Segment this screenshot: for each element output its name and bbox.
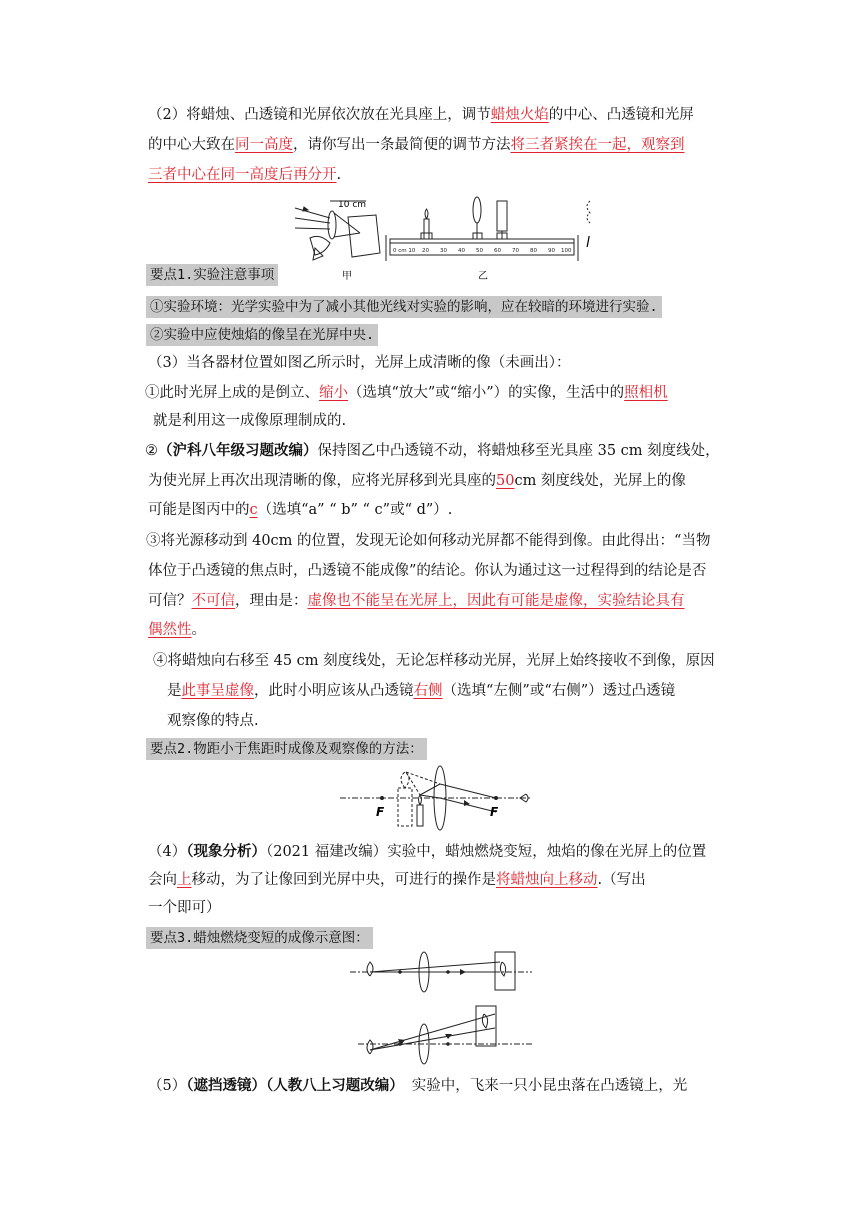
focus-label-right: F: [490, 805, 499, 819]
q2-text: ，请你写出一条最简便的调节方法: [293, 137, 511, 153]
q2-text: 的中心大致在: [148, 137, 235, 153]
svg-text:80: 80: [530, 248, 537, 254]
svg-text:0 cm 10: 0 cm 10: [393, 248, 416, 254]
q5-text: 实验中，飞来一只小昆虫落在凸透镜上，光: [411, 1078, 688, 1094]
q3-s4-line-1: ④将蜡烛向右移至 45 cm 刻度线处，无论怎样移动光屏，光屏上始终接收不到像，原因: [153, 653, 715, 669]
focus-label-left: F: [376, 805, 385, 819]
q3-s4-answer-2: 右侧: [413, 683, 443, 699]
svg-text:90: 90: [548, 248, 555, 254]
q3-intro: （3）当各器材位置如图乙所示时，光屏上成清晰的像（未画出）：: [148, 355, 571, 371]
point3-title: 要点3.蜡烛燃烧变短的成像示意图：: [146, 927, 373, 949]
q3-text: 。: [191, 622, 206, 638]
q2-answer-1: 蜡烛火焰: [490, 107, 549, 123]
figure-short-candle: [340, 950, 540, 1066]
q3-s3-answer-1: 不可信: [191, 593, 235, 609]
q2-line-2: [148, 135, 685, 155]
q3-text: ，理由是：: [235, 593, 308, 609]
q2-line-3: [148, 165, 341, 185]
q4-text: 会向: [148, 872, 177, 888]
svg-text:30: 30: [440, 248, 447, 254]
q3-s2-line-3: [148, 500, 452, 520]
q3-text: 是: [167, 683, 182, 699]
figure-l-label: l: [586, 235, 590, 251]
q5-line-1: [148, 1076, 687, 1096]
q3-text: ，此时小明应该从凸透镜: [254, 683, 414, 699]
q3-s4-line-3: 观察像的特点.: [167, 713, 259, 729]
svg-text:40: 40: [458, 248, 465, 254]
q3-s4-answer-1: 此事呈虚像: [181, 683, 254, 699]
figure-jia-yi: [290, 193, 610, 283]
q3-s2-line-2: [148, 471, 686, 491]
figure-virtual-image: [340, 760, 540, 832]
q3-text: ①此时光屏上成的是倒立、: [145, 385, 319, 401]
q2-text: 的中心、凸透镜和光屏: [548, 107, 694, 123]
q3-text: （选填“放大”或“缩小”）的实像，生活中的: [348, 385, 625, 401]
q2-answer-3-cont: 三者中心在同一高度后再分开: [148, 167, 337, 183]
point2-title: 要点2.物距小于焦距时成像及观察像的方法：: [146, 738, 427, 760]
point1-title: 要点1.实验注意事项: [146, 264, 278, 286]
q3-text: 保持图乙中凸透镜不动，将蜡烛移至光具座 35 cm 刻度线处，: [317, 443, 720, 459]
q3-text: （选填“左侧”或“右侧”）透过凸透镜: [442, 683, 676, 699]
q3-s3-line-2: 体位于凸透镜的焦点时，凸透镜不能成像”的结论。你认为通过这一过程得到的结论是否: [148, 563, 707, 579]
point1-item-1: ①实验环境：光学实验中为了减小其他光线对实验的影响，应在较暗的环境进行实验.: [146, 296, 662, 318]
svg-text:70: 70: [512, 248, 519, 254]
q3-s1-line-1: [145, 383, 668, 403]
q4-source: （现象分析）: [186, 843, 266, 860]
q3-s3-answer-2: 虚像也不能呈在光屏上，因此有可能是虚像，实验结论具有: [307, 593, 685, 609]
q3-s1-answer-2: 照相机: [624, 385, 668, 401]
q3-text: ②: [145, 443, 158, 459]
q3-s1-answer-1: 缩小: [319, 385, 348, 401]
q3-text: 可信？: [148, 593, 192, 609]
focus-point-left: [380, 796, 384, 800]
focus-point-right: [494, 796, 498, 800]
svg-text:60: 60: [494, 248, 501, 254]
q5-source-2: （人教八上习题改编）: [265, 1077, 404, 1094]
svg-text:100: 100: [561, 248, 572, 254]
q3-s4-line-2: [167, 681, 675, 701]
q2-text: .: [336, 167, 342, 183]
figure-yi-label: 乙: [478, 271, 488, 282]
svg-text:50: 50: [476, 248, 483, 254]
svg-text:20: 20: [422, 248, 429, 254]
ruler-ticks: [393, 248, 572, 254]
q5-source-1: （遮挡透镜）: [186, 1077, 266, 1094]
point1-item-2: ②实验中应使烛焰的像呈在光屏中央.: [146, 324, 378, 346]
q3-text: （选填“a” “ b” “ c”或“ d”）.: [257, 502, 453, 518]
q3-s2-line-1: [145, 441, 720, 461]
q3-s3-line-4: [148, 620, 206, 640]
q3-text: 可能是图丙中的: [148, 502, 250, 518]
q4-text: 移动，为了让像回到光屏中央，可进行的操作是: [191, 872, 496, 888]
figure-jia-distance: 10 cm: [338, 200, 367, 210]
q2-text: （2）将蜡烛、凸透镜和光屏依次放在光具座上，调节: [148, 107, 491, 123]
q3-s3-line-1: ③将光源移动到 40cm 的位置，发现无论如何移动光屏都不能得到像。由此得出：“当物: [146, 533, 711, 549]
q4-line-3: 一个即可）: [148, 900, 221, 916]
q3-s3-answer-3: 偶然性: [148, 622, 192, 638]
q4-answer-1: 上: [177, 872, 192, 888]
q3-text: cm 刻度线处，光屏上的像: [514, 473, 686, 489]
q3-s2-source: （沪科八年级习题改编）: [158, 442, 318, 459]
q3-s1-line-2: 就是利用这一成像原理制成的.: [153, 413, 347, 429]
q4-line-2: [148, 870, 646, 890]
q4-line-1: [148, 842, 706, 862]
q3-text: 为使光屏上再次出现清晰的像，应将光屏移到光具座的: [148, 473, 496, 489]
q2-answer-3: 将三者紧挨在一起，观察到: [510, 137, 685, 153]
q4-text: .（写出: [597, 872, 646, 888]
q2-answer-2: 同一高度: [235, 137, 293, 153]
q2-line-1: [148, 105, 694, 125]
q3-s2-answer-1: 50: [496, 473, 515, 489]
figure-flame-side: [587, 201, 590, 223]
q4-answer-2: 将蜡烛向上移动: [496, 872, 598, 888]
q5-text: （5）: [148, 1078, 187, 1094]
q3-s2-answer-2: c: [249, 502, 258, 518]
q3-s3-line-3: [148, 591, 685, 611]
figure-jia-label: 甲: [342, 271, 352, 282]
q4-text: （4）: [148, 844, 187, 860]
q4-text: （2021 福建改编）实验中，蜡烛燃烧变短，烛焰的像在光屏上的位置: [265, 844, 707, 860]
